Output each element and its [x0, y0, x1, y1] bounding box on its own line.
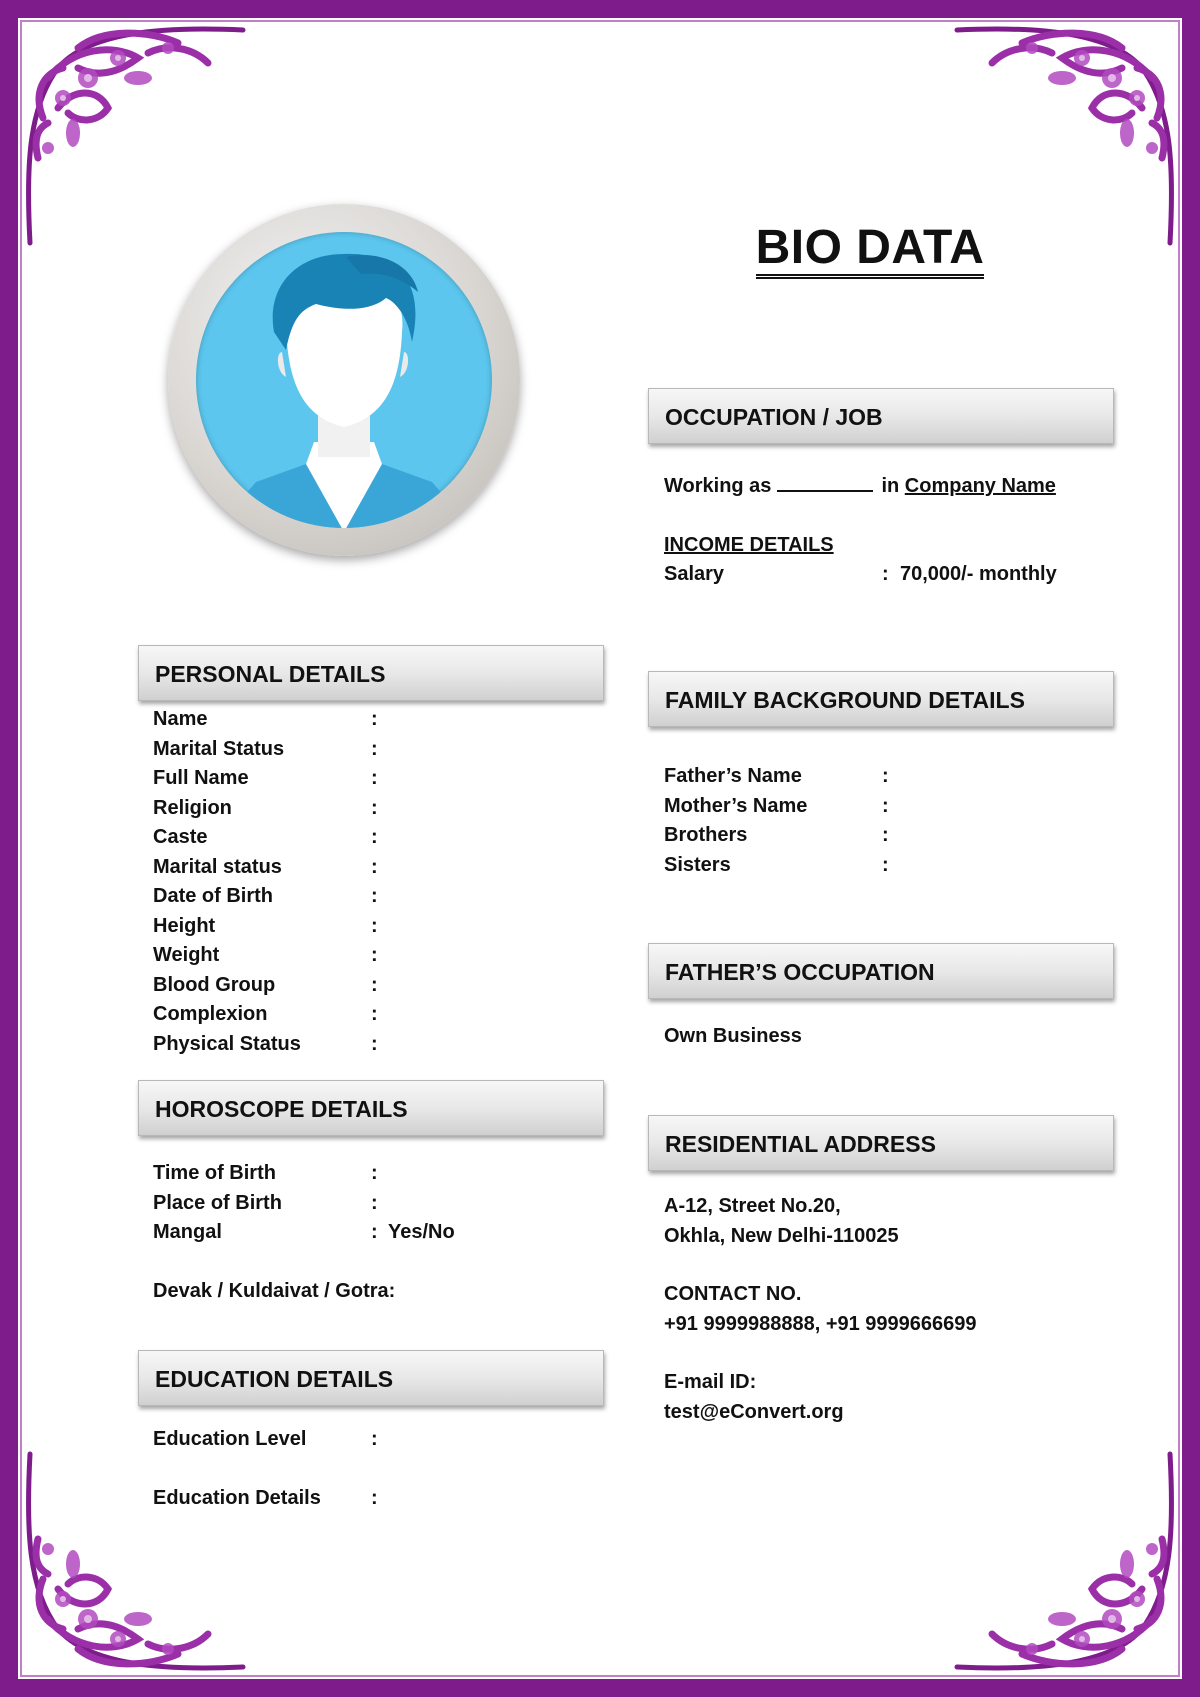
contact-title: CONTACT NO.	[664, 1283, 802, 1305]
section-header-education: EDUCATION DETAILS	[138, 1350, 604, 1406]
address-line-2: Okhla, New Delhi-110025	[664, 1224, 899, 1247]
income-details-title: INCOME DETAILS	[664, 534, 834, 556]
profile-photo-frame[interactable]	[168, 204, 520, 556]
email-title: E-mail ID:	[664, 1371, 757, 1393]
section-header-horoscope: HOROSCOPE DETAILS	[138, 1080, 604, 1136]
job-title-blank[interactable]	[777, 472, 873, 492]
working-as-line: Working as in Company Name	[664, 472, 1056, 502]
father-occupation-value: Own Business	[664, 1025, 802, 1047]
page-title: BIO DATA	[700, 222, 1040, 275]
section-header-family: FAMILY BACKGROUND DETAILS	[648, 671, 1114, 727]
corner-ornament-icon	[18, 18, 258, 258]
email-value[interactable]: test@eConvert.org	[664, 1400, 844, 1423]
gotra-label: Devak / Kuldaivat / Gotra:	[153, 1280, 396, 1302]
contact-value: +91 9999988888, +91 9999666699	[664, 1312, 977, 1335]
corner-ornament-icon	[942, 1439, 1182, 1679]
profile-photo	[196, 232, 492, 528]
section-header-father-occupation: FATHER’S OCCUPATION	[648, 943, 1114, 999]
person-avatar-icon	[196, 232, 492, 528]
address-line-1: A-12, Street No.20,	[664, 1195, 841, 1217]
corner-ornament-icon	[18, 1439, 258, 1679]
section-header-personal: PERSONAL DETAILS	[138, 645, 604, 701]
section-header-address: RESIDENTIAL ADDRESS	[648, 1115, 1114, 1171]
section-header-occupation: OCCUPATION / JOB	[648, 388, 1114, 444]
